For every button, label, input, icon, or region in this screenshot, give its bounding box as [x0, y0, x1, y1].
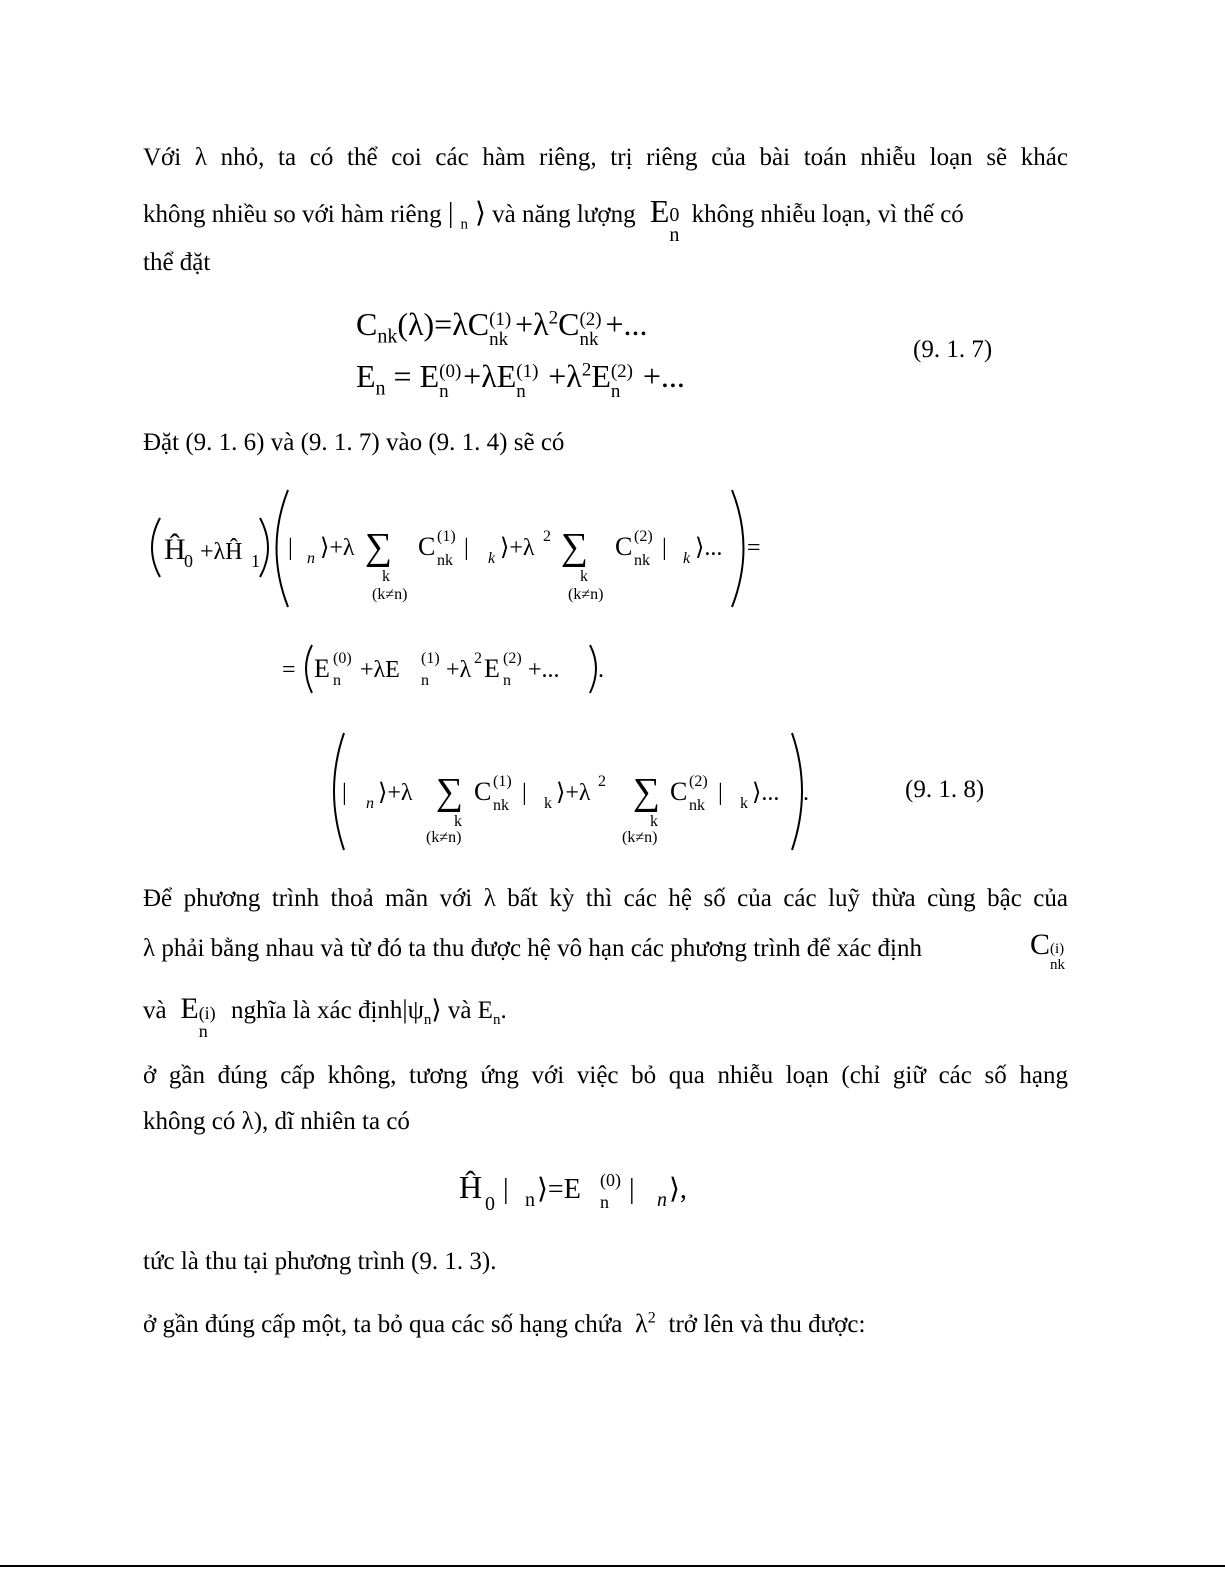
energy-en: $E_n$. [477, 997, 507, 1028]
svg-text:⟩+λ: ⟩+λ [320, 535, 355, 561]
svg-text:⟩+λ: ⟩+λ [556, 780, 591, 806]
svg-text:(k≠n): (k≠n) [372, 586, 408, 603]
svg-text:(2): (2) [634, 528, 653, 545]
lambda-squared: $\lambda^2$ [628, 1309, 656, 1338]
paragraph-line: tức là thu tại phương trình (9. 1. 3). [143, 1248, 497, 1275]
text-fragment: không nhiều so với hàm riêng [143, 201, 442, 228]
svg-text:k: k [580, 568, 588, 585]
svg-text:nk: nk [689, 797, 705, 814]
text-fragment: không nhiễu loạn, vì thế có [691, 201, 964, 228]
svg-text:n: n [525, 1189, 535, 1211]
svg-text:.: . [598, 657, 604, 683]
svg-text:(k≠n): (k≠n) [622, 829, 658, 846]
svg-text:2: 2 [474, 650, 482, 667]
svg-text:2: 2 [598, 773, 606, 790]
svg-text:nk: nk [437, 552, 453, 569]
svg-text:1: 1 [251, 551, 260, 571]
svg-text:⟩...: ⟩... [695, 535, 723, 561]
svg-text:k: k [544, 795, 552, 812]
svg-text:+...: +... [528, 657, 560, 683]
text-fragment: và [143, 997, 167, 1024]
svg-text:(2): (2) [689, 773, 708, 790]
svg-text:k: k [740, 795, 748, 812]
svg-text:⟩+λ: ⟩+λ [378, 780, 413, 806]
svg-text:∑: ∑ [633, 771, 661, 813]
equation-number: (9. 1. 7) [913, 336, 993, 363]
paragraph-line: Đặt (9. 1. 6) và (9. 1. 7) vào (9. 1. 4) sẽ có [143, 429, 565, 456]
svg-text:k: k [454, 813, 462, 830]
svg-text:nk: nk [634, 552, 650, 569]
svg-text:(0): (0) [600, 1170, 621, 1190]
svg-text:|: | [503, 1174, 509, 1205]
equation-9-1-8-line2 [278, 635, 618, 700]
svg-text:⟩...: ⟩... [752, 780, 780, 806]
svg-text:E: E [484, 654, 500, 683]
paragraph-line [143, 992, 507, 1041]
equation-number: (9. 1. 8) [905, 776, 985, 803]
svg-text:⟩+λ: ⟩+λ [500, 535, 535, 561]
svg-text:nk: nk [493, 797, 509, 814]
svg-text:C: C [418, 532, 436, 561]
svg-text:n: n [421, 672, 429, 689]
energy-symbol: E 0 n [641, 193, 680, 246]
svg-text:⟩=E: ⟩=E [537, 1174, 581, 1205]
svg-text:∑: ∑ [561, 526, 589, 568]
paragraph-line: Với λ nhỏ, ta có thể coi các hàm riêng, trị riêng của bài toán nhiễu loạn sẽ khác [143, 144, 1068, 171]
svg-text:0: 0 [184, 551, 193, 571]
svg-text:Ĥ: Ĥ [164, 533, 186, 566]
svg-text:(k≠n): (k≠n) [568, 586, 604, 603]
text-fragment: trở lên và thu được: [668, 1311, 866, 1338]
text-fragment: và [447, 997, 472, 1024]
paragraph-line [143, 928, 1068, 973]
ket-psi-n: | $_n$ ⟩ [447, 198, 486, 233]
svg-text:n: n [657, 1189, 667, 1211]
svg-text:|: | [288, 535, 293, 561]
svg-text:|: | [718, 780, 723, 806]
paragraph-line [143, 193, 964, 246]
svg-text:k: k [650, 813, 658, 830]
svg-text:(k≠n): (k≠n) [426, 829, 462, 846]
svg-text:C: C [615, 532, 633, 561]
paragraph-line: ở gần đúng cấp không, tương ứng với việc bỏ qua nhiễu loạn (chỉ giữ các số hạng [143, 1062, 1068, 1089]
svg-text:+λE: +λE [360, 657, 400, 683]
svg-text:∑: ∑ [365, 526, 393, 568]
svg-text:|: | [464, 535, 469, 561]
svg-text:0: 0 [485, 1193, 495, 1215]
svg-text:n: n [307, 550, 315, 567]
svg-text:(1): (1) [421, 650, 440, 667]
svg-text:(0): (0) [333, 650, 352, 667]
svg-text:(1): (1) [437, 528, 456, 545]
svg-text:|: | [522, 780, 527, 806]
paragraph-line: Để phương trình thoả mãn với λ bất kỳ thì các hệ số của các luỹ thừa cùng bậc của [143, 885, 1068, 912]
svg-text:C: C [670, 777, 688, 806]
svg-text:=: = [747, 535, 761, 561]
paragraph-line: không có λ), dĩ nhiên ta có [143, 1108, 410, 1135]
svg-text:k: k [382, 568, 390, 585]
coefficient-symbol: C (i) nk [1029, 928, 1065, 973]
svg-text:n: n [333, 672, 341, 689]
equation-9-1-7-line1: $C_{nk}(\lambda)=\lambda C$ (1) nk $+\lambda^2C$ (2) nk +... [356, 306, 648, 350]
svg-text:=: = [282, 657, 296, 683]
text-fragment: λ phải bằng nhau và từ đó ta thu được hệ vô hạn các phương trình để xác định [143, 935, 923, 962]
svg-text:Ĥ: Ĥ [459, 1169, 483, 1205]
svg-text:(1): (1) [493, 773, 512, 790]
paragraph-line [143, 1309, 865, 1340]
paragraph-line: thể đặt [143, 249, 211, 276]
ket-psi-n: $|\psi_n⟩$ [402, 995, 442, 1029]
svg-text:k: k [488, 550, 496, 567]
svg-text:(2): (2) [503, 650, 522, 667]
svg-text:|: | [629, 1174, 635, 1205]
page-bottom-rule [0, 1565, 1225, 1567]
equation-9-1-8-line3 [328, 728, 818, 858]
text-fragment: nghĩa là xác định [230, 997, 403, 1024]
svg-text:+λ: +λ [446, 657, 472, 683]
equation-9-1-8-line1 [140, 485, 780, 615]
svg-text:k: k [683, 550, 691, 567]
svg-text:|: | [662, 535, 667, 561]
text-fragment: ở gần đúng cấp một, ta bỏ qua các số hạng chứa [143, 1311, 623, 1338]
svg-text:2: 2 [543, 528, 551, 545]
svg-text:+λĤ: +λĤ [200, 539, 243, 565]
equation-zeroth-order [455, 1162, 715, 1222]
svg-text:n: n [503, 672, 511, 689]
svg-text:n: n [366, 795, 374, 812]
text-fragment: và năng lượng [492, 201, 636, 228]
svg-text:|: | [342, 780, 347, 806]
svg-text:⟩,: ⟩, [669, 1174, 687, 1205]
energy-symbol: E (i) n [172, 992, 216, 1041]
svg-text:.: . [803, 780, 809, 806]
svg-text:E: E [314, 654, 330, 683]
svg-text:n: n [600, 1192, 609, 1212]
equation-9-1-7-line2: $E_n = E$ (0) n +λE (1) n $+\lambda^2E$ (2) n +... [356, 358, 685, 402]
svg-text:C: C [474, 777, 492, 806]
svg-text:∑: ∑ [436, 771, 464, 813]
